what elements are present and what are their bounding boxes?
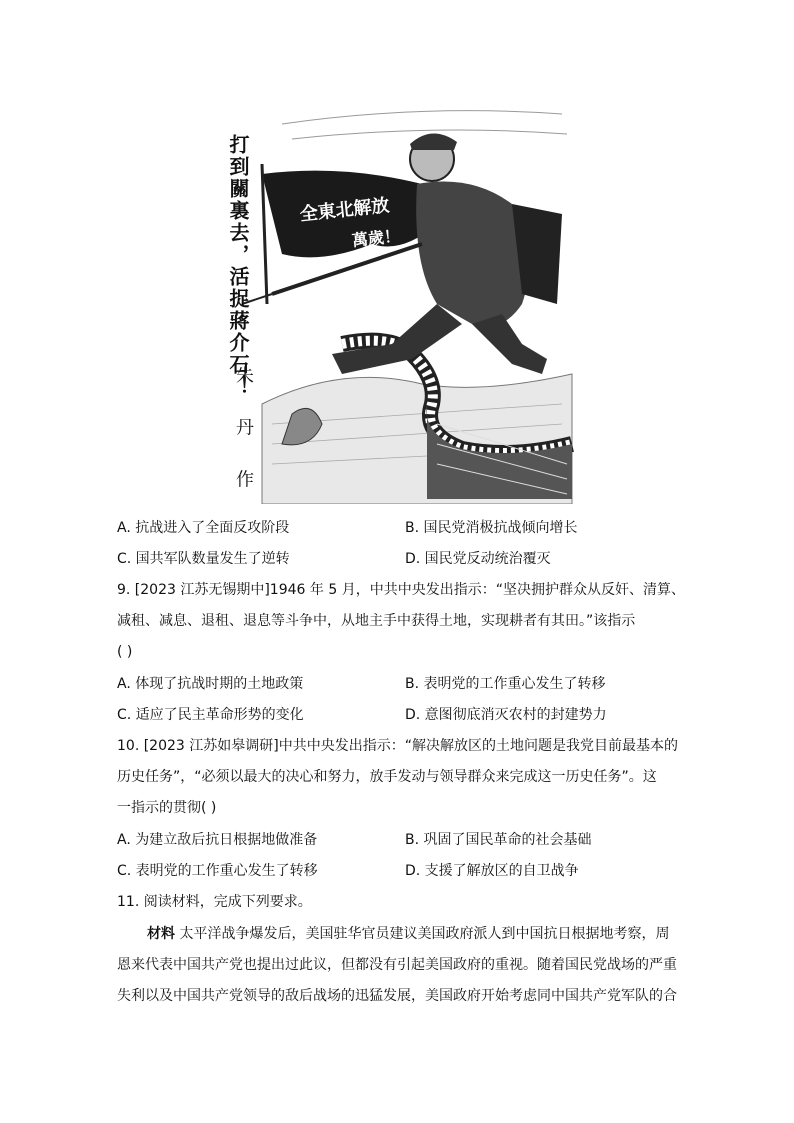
q9-stem-line1: 9. [2023 江苏无锡期中]1946 年 5 月，中共中央发出指示：“坚决拥护群众从反奸、清算、 [117, 582, 685, 598]
q10-stem-line2: 历史任务”，“必须以最大的决心和努力，放手发动与领导群众来完成这一历史任务”。这 [117, 769, 657, 785]
q9-stem-line2: 减租、减息、退租、退息等斗争中，从地主手中获得土地，实现耕者有其田。”该指示 [117, 613, 636, 629]
q9-option-b: B. 表明党的工作重心发生了转移 [405, 676, 606, 692]
q8-option-c: C. 国共军队数量发生了逆转 [117, 551, 290, 567]
q10-stem-line3: 一指示的贯彻( ) [117, 800, 217, 816]
q9-answer-blank: ( ) [117, 644, 133, 660]
q8-option-a: A. 抗战进入了全面反攻阶段 [117, 520, 290, 536]
banner-text-line1: 全東北解放 [298, 195, 391, 226]
q11-material-line2: 恩来代表中国共产党也提出过此议，但都没有引起美国政府的重视。随着国民党战场的严重 [117, 957, 677, 973]
material-text-1: 太平洋战争爆发后，美国驻华官员建议美国政府派人到中国抗日根据地考察，周 [179, 926, 670, 942]
q10-option-d: D. 支援了解放区的自卫战争 [405, 863, 579, 879]
banner-text-line2: 萬歲！ [351, 226, 401, 251]
q10-option-a: A. 为建立敌后抗日根据地做准备 [117, 832, 318, 848]
poster-author: 朱 丹 作 [233, 366, 254, 502]
poster-slogan: 打到關裏去，活捉蔣介石！ [226, 134, 250, 398]
q11-material-line3: 失利以及中国共产党领导的敌后战场的迅猛发展，美国政府开始考虑同中国共产党军队的合 [117, 988, 677, 1004]
q9-option-a: A. 体现了抗战时期的土地政策 [117, 676, 304, 692]
q10-option-b: B. 巩固了国民革命的社会基础 [405, 832, 592, 848]
q10-stem-line1: 10. [2023 江苏如皋调研]中共中央发出指示：“解决解放区的土地问题是我党目前最基本的 [117, 738, 678, 754]
q9-option-c: C. 适应了民主革命形势的变化 [117, 707, 304, 723]
q10-option-c: C. 表明党的工作重心发生了转移 [117, 863, 318, 879]
material-label: 材料 [147, 926, 175, 942]
q8-option-d: D. 国民党反动统治覆灭 [405, 551, 551, 567]
propaganda-poster-illustration [222, 104, 578, 504]
poster-artwork [222, 104, 578, 504]
q8-option-b: B. 国民党消极抗战倾向增长 [405, 520, 578, 536]
q11-stem: 11. 阅读材料，完成下列要求。 [117, 894, 312, 910]
q11-material-line1 [147, 924, 713, 944]
q9-option-d: D. 意图彻底消灭农村的封建势力 [405, 707, 607, 723]
